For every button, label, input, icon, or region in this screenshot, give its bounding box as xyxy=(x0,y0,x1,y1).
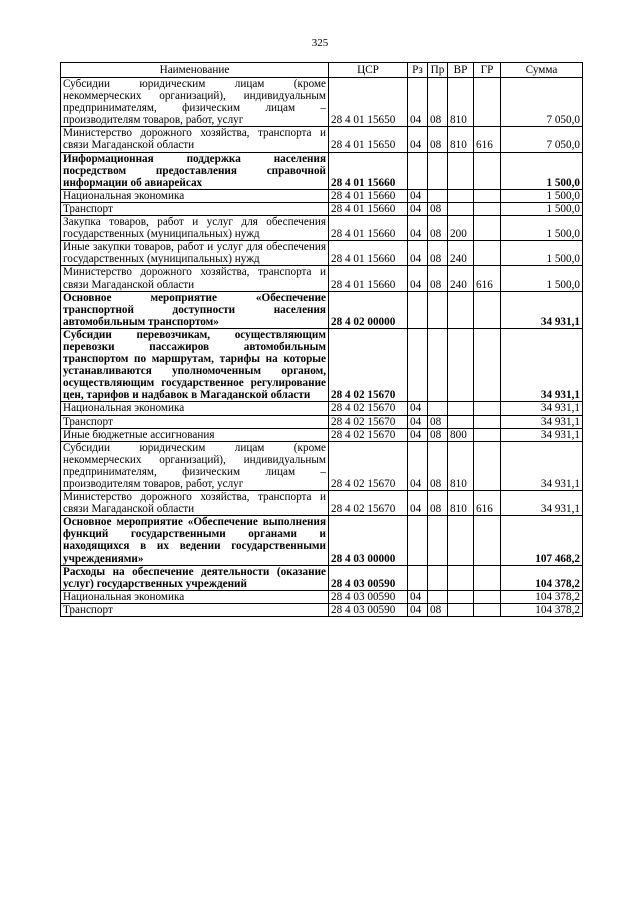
cell-name: Министерство дорожного хозяйства, транспорта и связи Магаданской области xyxy=(61,491,329,516)
table-row xyxy=(61,491,583,516)
table-row xyxy=(61,241,583,266)
cell-rz xyxy=(408,516,428,565)
cell-name: Субсидии перевозчикам, осуществляющим перевозки пассажиров автомобильным транспортом по маршрутам, тарифы на которые устанавливаются уполномоченным органом, осуществляющим государственное регулирование цен, тарифов и надбавок в Магаданской области xyxy=(61,328,329,402)
cell-pr: 08 xyxy=(428,78,448,127)
cell-gr xyxy=(474,441,501,490)
cell-gr: 616 xyxy=(474,127,501,152)
table-row xyxy=(61,127,583,152)
cell-gr xyxy=(474,291,501,328)
table-row xyxy=(61,291,583,328)
cell-gr xyxy=(474,402,501,415)
cell-csr: 28 4 01 15650 xyxy=(329,127,408,152)
cell-csr: 28 4 02 15670 xyxy=(329,415,408,428)
cell-csr: 28 4 01 15660 xyxy=(329,216,408,241)
cell-csr: 28 4 02 15670 xyxy=(329,491,408,516)
cell-gr xyxy=(474,516,501,565)
cell-pr: 08 xyxy=(428,603,448,616)
table-header-row xyxy=(61,63,583,78)
cell-name: Основное мероприятие «Обеспечение выполнения функций государственными органами и находящихся в их ведении государственными учреждениями» xyxy=(61,516,329,565)
cell-pr: 08 xyxy=(428,202,448,215)
page-number: 325 xyxy=(311,37,329,49)
cell-rz xyxy=(408,152,428,189)
cell-pr xyxy=(428,291,448,328)
cell-gr xyxy=(474,152,501,189)
header-rz: Рз xyxy=(408,63,428,78)
cell-pr: 08 xyxy=(428,241,448,266)
cell-gr xyxy=(474,216,501,241)
cell-pr: 08 xyxy=(428,428,448,441)
cell-sum: 1 500,0 xyxy=(501,202,583,215)
cell-pr: 08 xyxy=(428,415,448,428)
header-sum: Сумма xyxy=(501,63,583,78)
cell-sum: 7 050,0 xyxy=(501,127,583,152)
cell-rz: 04 xyxy=(408,603,428,616)
cell-sum: 34 931,1 xyxy=(501,441,583,490)
cell-csr: 28 4 02 15670 xyxy=(329,402,408,415)
cell-vr: 810 xyxy=(448,78,474,127)
cell-rz: 04 xyxy=(408,590,428,603)
cell-rz xyxy=(408,291,428,328)
cell-name: Закупка товаров, работ и услуг для обеспечения государственных (муниципальных) нужд xyxy=(61,216,329,241)
cell-csr: 28 4 03 00590 xyxy=(329,565,408,590)
cell-vr xyxy=(448,415,474,428)
cell-sum: 34 931,1 xyxy=(501,415,583,428)
table-row xyxy=(61,402,583,415)
cell-name: Основное мероприятие «Обеспечение транспортной доступности населения автомобильным транспортом» xyxy=(61,291,329,328)
cell-gr: 616 xyxy=(474,491,501,516)
cell-pr xyxy=(428,516,448,565)
header-vr: ВР xyxy=(448,63,474,78)
cell-name: Субсидии юридическим лицам (кроме некоммерческих организаций), индивидуальным предпринимателям, физическим лицам – производителям товаров, работ, услуг xyxy=(61,78,329,127)
cell-name: Транспорт xyxy=(61,202,329,215)
cell-csr: 28 4 01 15650 xyxy=(329,78,408,127)
cell-pr: 08 xyxy=(428,216,448,241)
table-row xyxy=(61,189,583,202)
cell-sum: 104 378,2 xyxy=(501,603,583,616)
cell-sum: 1 500,0 xyxy=(501,189,583,202)
cell-vr xyxy=(448,402,474,415)
cell-vr xyxy=(448,565,474,590)
cell-csr: 28 4 01 15660 xyxy=(329,266,408,291)
cell-gr xyxy=(474,241,501,266)
cell-csr: 28 4 03 00590 xyxy=(329,590,408,603)
cell-rz: 04 xyxy=(408,202,428,215)
cell-name: Национальная экономика xyxy=(61,590,329,603)
cell-sum: 1 500,0 xyxy=(501,216,583,241)
cell-csr: 28 4 01 15660 xyxy=(329,152,408,189)
cell-csr: 28 4 01 15660 xyxy=(329,241,408,266)
table-row xyxy=(61,328,583,402)
cell-csr: 28 4 02 15670 xyxy=(329,328,408,402)
cell-rz xyxy=(408,565,428,590)
cell-gr xyxy=(474,78,501,127)
header-csr: ЦСР xyxy=(329,63,408,78)
cell-sum: 7 050,0 xyxy=(501,78,583,127)
cell-vr: 800 xyxy=(448,428,474,441)
cell-csr: 28 4 01 15660 xyxy=(329,189,408,202)
cell-pr xyxy=(428,328,448,402)
cell-sum: 34 931,1 xyxy=(501,402,583,415)
cell-rz: 04 xyxy=(408,216,428,241)
cell-pr xyxy=(428,590,448,603)
cell-rz: 04 xyxy=(408,428,428,441)
cell-name: Информационная поддержка населения посредством предоставления справочной информации об авиарейсах xyxy=(61,152,329,189)
cell-gr xyxy=(474,428,501,441)
cell-name: Министерство дорожного хозяйства, транспорта и связи Магаданской области xyxy=(61,266,329,291)
cell-csr: 28 4 03 00590 xyxy=(329,603,408,616)
table-row xyxy=(61,441,583,490)
cell-gr xyxy=(474,202,501,215)
cell-name: Расходы на обеспечение деятельности (оказание услуг) государственных учреждений xyxy=(61,565,329,590)
table-row xyxy=(61,428,583,441)
cell-sum: 107 468,2 xyxy=(501,516,583,565)
cell-vr: 240 xyxy=(448,266,474,291)
cell-rz: 04 xyxy=(408,189,428,202)
budget-table xyxy=(60,62,583,617)
cell-pr: 08 xyxy=(428,127,448,152)
cell-sum: 104 378,2 xyxy=(501,565,583,590)
cell-sum: 34 931,1 xyxy=(501,291,583,328)
cell-gr xyxy=(474,565,501,590)
cell-vr: 240 xyxy=(448,241,474,266)
cell-vr: 200 xyxy=(448,216,474,241)
table-row xyxy=(61,216,583,241)
cell-vr xyxy=(448,189,474,202)
cell-rz: 04 xyxy=(408,78,428,127)
cell-vr xyxy=(448,152,474,189)
cell-rz: 04 xyxy=(408,415,428,428)
cell-rz xyxy=(408,328,428,402)
cell-gr xyxy=(474,603,501,616)
table-row xyxy=(61,590,583,603)
table-row xyxy=(61,565,583,590)
cell-sum: 34 931,1 xyxy=(501,428,583,441)
cell-gr xyxy=(474,590,501,603)
cell-csr: 28 4 01 15660 xyxy=(329,202,408,215)
cell-rz: 04 xyxy=(408,241,428,266)
cell-vr: 810 xyxy=(448,127,474,152)
cell-rz: 04 xyxy=(408,402,428,415)
cell-sum: 1 500,0 xyxy=(501,266,583,291)
cell-vr xyxy=(448,516,474,565)
cell-csr: 28 4 02 15670 xyxy=(329,428,408,441)
table-row xyxy=(61,516,583,565)
cell-sum: 34 931,1 xyxy=(501,491,583,516)
cell-rz: 04 xyxy=(408,266,428,291)
cell-pr: 08 xyxy=(428,441,448,490)
cell-vr: 810 xyxy=(448,441,474,490)
table-row xyxy=(61,202,583,215)
cell-vr xyxy=(448,603,474,616)
table-row xyxy=(61,78,583,127)
cell-vr xyxy=(448,328,474,402)
cell-rz: 04 xyxy=(408,441,428,490)
cell-pr xyxy=(428,402,448,415)
cell-csr: 28 4 03 00000 xyxy=(329,516,408,565)
cell-pr: 08 xyxy=(428,266,448,291)
cell-sum: 1 500,0 xyxy=(501,241,583,266)
cell-rz: 04 xyxy=(408,491,428,516)
cell-pr xyxy=(428,152,448,189)
cell-name: Министерство дорожного хозяйства, транспорта и связи Магаданской области xyxy=(61,127,329,152)
cell-vr xyxy=(448,291,474,328)
cell-vr: 810 xyxy=(448,491,474,516)
cell-vr xyxy=(448,590,474,603)
cell-gr xyxy=(474,328,501,402)
cell-gr xyxy=(474,189,501,202)
cell-pr xyxy=(428,189,448,202)
cell-vr xyxy=(448,202,474,215)
cell-sum: 104 378,2 xyxy=(501,590,583,603)
table-row xyxy=(61,152,583,189)
header-name: Наименование xyxy=(61,63,329,78)
header-pr: Пр xyxy=(428,63,448,78)
table-row xyxy=(61,415,583,428)
table-row xyxy=(61,266,583,291)
cell-sum: 34 931,1 xyxy=(501,328,583,402)
table-body xyxy=(61,78,583,617)
cell-pr xyxy=(428,565,448,590)
cell-csr: 28 4 02 15670 xyxy=(329,441,408,490)
table-row xyxy=(61,603,583,616)
header-gr: ГР xyxy=(474,63,501,78)
cell-name: Национальная экономика xyxy=(61,189,329,202)
cell-name: Транспорт xyxy=(61,603,329,616)
cell-gr: 616 xyxy=(474,266,501,291)
cell-name: Субсидии юридическим лицам (кроме некоммерческих организаций), индивидуальным предпринимателям, физическим лицам – производителям товаров, работ, услуг xyxy=(61,441,329,490)
cell-name: Национальная экономика xyxy=(61,402,329,415)
cell-rz: 04 xyxy=(408,127,428,152)
cell-csr: 28 4 02 00000 xyxy=(329,291,408,328)
cell-sum: 1 500,0 xyxy=(501,152,583,189)
cell-pr: 08 xyxy=(428,491,448,516)
cell-gr xyxy=(474,415,501,428)
cell-name: Иные закупки товаров, работ и услуг для обеспечения государственных (муниципальных) нужд xyxy=(61,241,329,266)
cell-name: Иные бюджетные ассигнования xyxy=(61,428,329,441)
cell-name: Транспорт xyxy=(61,415,329,428)
